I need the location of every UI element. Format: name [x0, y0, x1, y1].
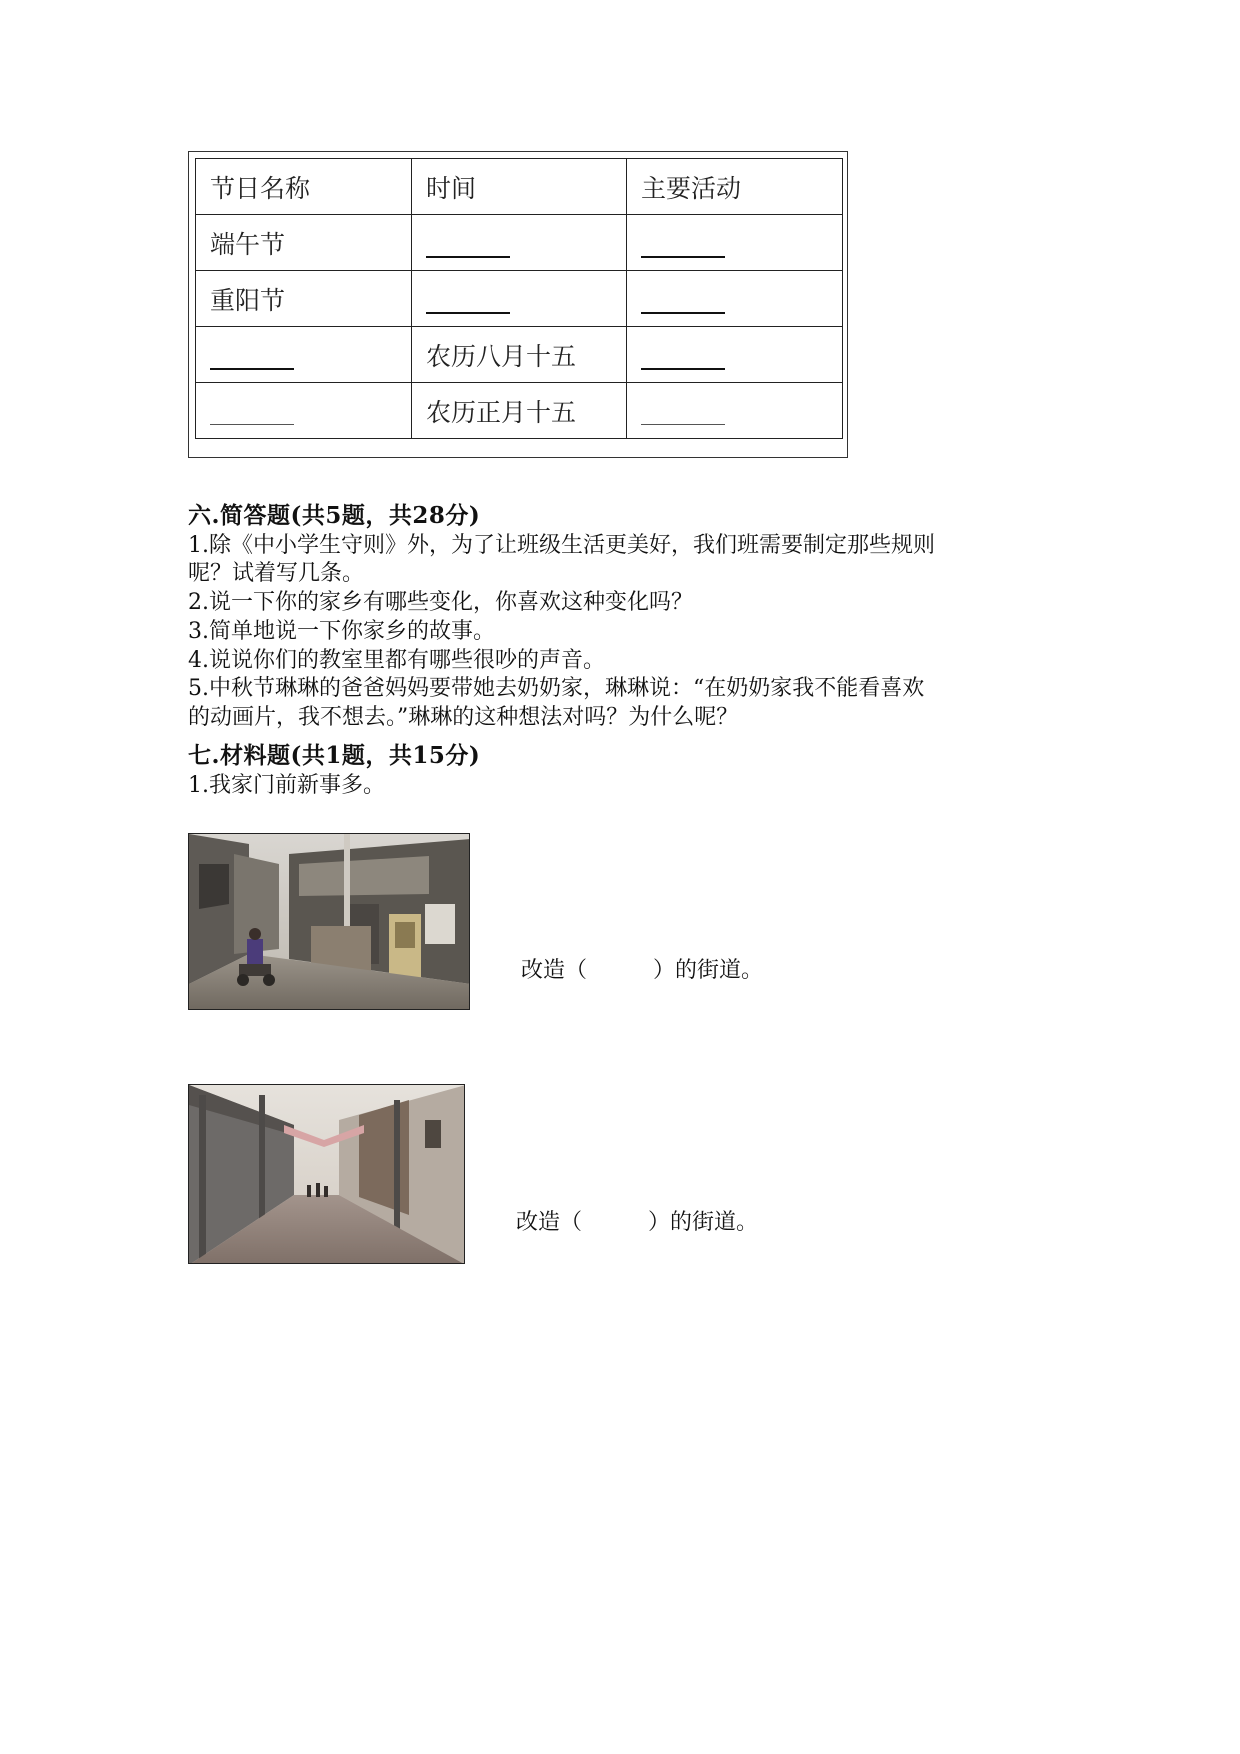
- festival-name-cell: 端午节: [196, 215, 412, 271]
- table-row: [196, 215, 843, 271]
- material-question: 1.我家门前新事多。: [188, 773, 385, 798]
- new-street-photo: [188, 1084, 465, 1264]
- question-line: 5.中秋节琳琳的爸爸妈妈要带她去奶奶家，琳琳说：“在奶奶家我不能看喜欢: [188, 676, 925, 701]
- question-line: 1.除《中小学生守则》外，为了让班级生活更美好，我们班需要制定那些规则: [188, 533, 935, 558]
- answer-blank[interactable]: [210, 346, 294, 370]
- answer-blank[interactable]: [641, 234, 725, 258]
- table-row: [196, 271, 843, 327]
- section-seven-heading: 七.材料题(共1题，共15分): [188, 742, 481, 769]
- table-row: [196, 327, 843, 383]
- question-line: 3.简单地说一下你家乡的故事。: [188, 619, 495, 644]
- section-six-heading: 六.简答题(共5题，共28分): [188, 502, 481, 529]
- activity-blank-cell[interactable]: [627, 383, 843, 439]
- activity-blank-cell[interactable]: [627, 327, 843, 383]
- question-line: 呢？试着写几条。: [188, 561, 365, 586]
- header-main-activity: 主要活动: [627, 159, 843, 215]
- time-blank-cell[interactable]: [412, 271, 627, 327]
- table-header-row: [196, 159, 843, 215]
- time-cell: 农历八月十五: [412, 327, 627, 383]
- old-street-photo: [188, 833, 470, 1010]
- festival-name-blank-cell[interactable]: [196, 383, 412, 439]
- festival-name-cell: 重阳节: [196, 271, 412, 327]
- question-line: 4.说说你们的教室里都有哪些很吵的声音。: [188, 648, 605, 673]
- time-blank-cell[interactable]: [412, 215, 627, 271]
- old-street-caption: 改造（ ）的街道。: [521, 958, 764, 983]
- festival-table: [195, 158, 843, 439]
- question-line: 2.说一下你的家乡有哪些变化，你喜欢这种变化吗？: [188, 590, 693, 615]
- activity-blank-cell[interactable]: [627, 271, 843, 327]
- activity-blank-cell[interactable]: [627, 215, 843, 271]
- answer-blank[interactable]: [641, 290, 725, 314]
- answer-blank[interactable]: [426, 234, 510, 258]
- answer-blank[interactable]: [210, 402, 294, 425]
- question-line: 的动画片，我不想去。”琳琳的这种想法对吗？为什么呢？: [188, 705, 739, 730]
- new-street-caption: 改造（ ）的街道。: [516, 1210, 759, 1235]
- answer-blank[interactable]: [641, 346, 725, 370]
- festival-table-frame: [188, 151, 848, 458]
- table-row: [196, 383, 843, 439]
- header-time: 时间: [412, 159, 627, 215]
- answer-blank[interactable]: [426, 290, 510, 314]
- time-cell: 农历正月十五: [412, 383, 627, 439]
- header-festival-name: 节日名称: [196, 159, 412, 215]
- festival-name-blank-cell[interactable]: [196, 327, 412, 383]
- answer-blank[interactable]: [641, 402, 725, 425]
